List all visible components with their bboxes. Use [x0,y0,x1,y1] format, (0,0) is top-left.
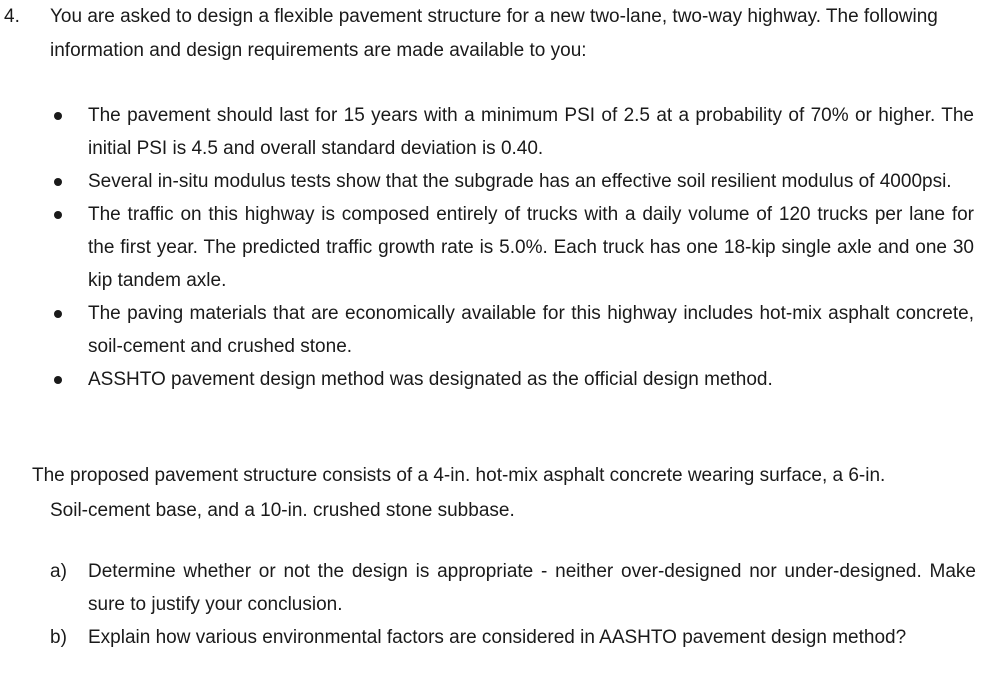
list-item [0,165,974,198]
question-intro: You are asked to design a flexible pavement structure for a new two-lane, two-way highway. The following information and design requirements are made available to you: [50,6,938,61]
bullet-text: ASSHTO pavement design method was designated as the official design method. [88,369,773,390]
proposed-line-2: Soil-cement base, and a 10-in. crushed stone subbase. [50,500,515,521]
bullet-icon [54,310,62,318]
part-marker: a) [50,561,67,582]
requirements-list [0,99,984,396]
question-parts [0,555,984,654]
bullet-text: The traffic on this highway is composed entirely of trucks with a daily volume of 120 trucks per lane for the first year. The predicted traffic growth rate is 5.0%. Each truck has one 18-kip single axle and one 30 kip tandem axle. [88,204,974,291]
proposed-line-1: The proposed pavement structure consists of a 4-in. hot-mix asphalt concrete wearing surface, a 6-in. [32,465,886,486]
bullet-icon [54,376,62,384]
part-marker: b) [50,627,67,648]
part-text: Determine whether or not the design is appropriate - neither over-designed nor under-designed. Make sure to justify your conclusion. [88,561,976,615]
list-item [0,198,974,297]
question-part-a [0,555,976,621]
bullet-text: The paving materials that are economically available for this highway includes hot-mix asphalt concrete, soil-cement and crushed stone. [88,303,974,357]
bullet-icon [54,112,62,120]
part-text: Explain how various environmental factors are considered in AASHTO pavement design method? [88,627,907,648]
bullet-icon [54,211,62,219]
question-part-b [0,621,976,654]
bullet-text: The pavement should last for 15 years with a minimum PSI of 2.5 at a probability of 70% or higher. The initial PSI is 4.5 and overall standard deviation is 0.40. [88,105,974,159]
question-number: 4. [4,6,20,27]
list-item [0,363,974,396]
list-item [0,297,974,363]
bullet-text: Several in-situ modulus tests show that the subgrade has an effective soil resilient modulus of 4000psi. [88,171,952,192]
list-item [0,99,974,165]
bullet-icon [54,178,62,186]
proposed-structure-paragraph [32,458,978,528]
